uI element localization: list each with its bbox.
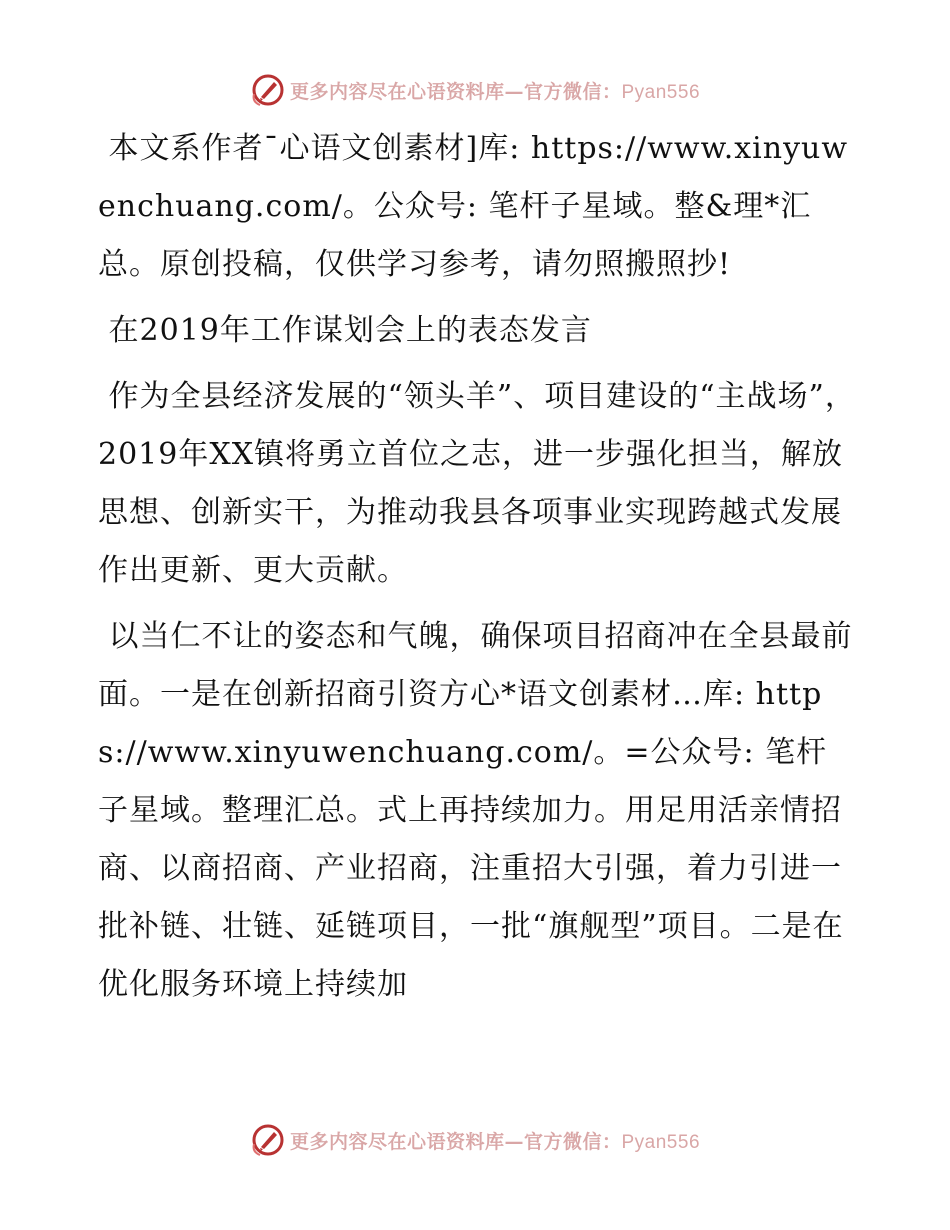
copyright-notice: 本文系作者¯心语文创素材]库: https://www.xinyuwenchuang.com/。公众号: 笔杆子星域。整&理*汇总。原创投稿，仅供学习参考，请勿照搬照抄!: [98, 131, 849, 282]
pen-nib-logo-icon: [250, 72, 286, 108]
footer-wechat-id: Pyan556: [621, 1131, 701, 1153]
document-title: 在2019年工作谋划会上的表态发言: [98, 313, 592, 348]
pen-nib-logo-icon: [250, 1122, 286, 1158]
footer-banner-text: 更多内容尽在心语资料库—官方微信：: [289, 1130, 622, 1153]
paragraph-1: 作为全县经济发展的“领头羊”、项目建设的“主战场”，2019年XX镇将勇立首位之志，进一步强化担当，解放思想、创新实干，为推动我县各项事业实现跨越式发展作出更新、更大贡献。: [98, 379, 856, 588]
footer-banner: [0, 1120, 950, 1160]
document-body: [98, 120, 858, 1014]
header-wechat-id: Pyan556: [621, 81, 701, 103]
paragraph-2: 以当仁不让的姿态和气魄，确保项目招商冲在全县最前面。一是在创新招商引资方心*语文创素材…库: https://www.xinyuwenchuang.com/。=公众号: 笔杆子星域。整理汇总。式上再持续加力。用足用活亲情招商、以商招商、产业招商，注重招大引强，着力引进一批补链、壮链、延链项目，一批“旗舰型”项目。二是在优化服务环境上持续加: [98, 619, 853, 1002]
header-banner: [0, 70, 950, 110]
header-banner-text: 更多内容尽在心语资料库—官方微信：: [289, 80, 622, 103]
